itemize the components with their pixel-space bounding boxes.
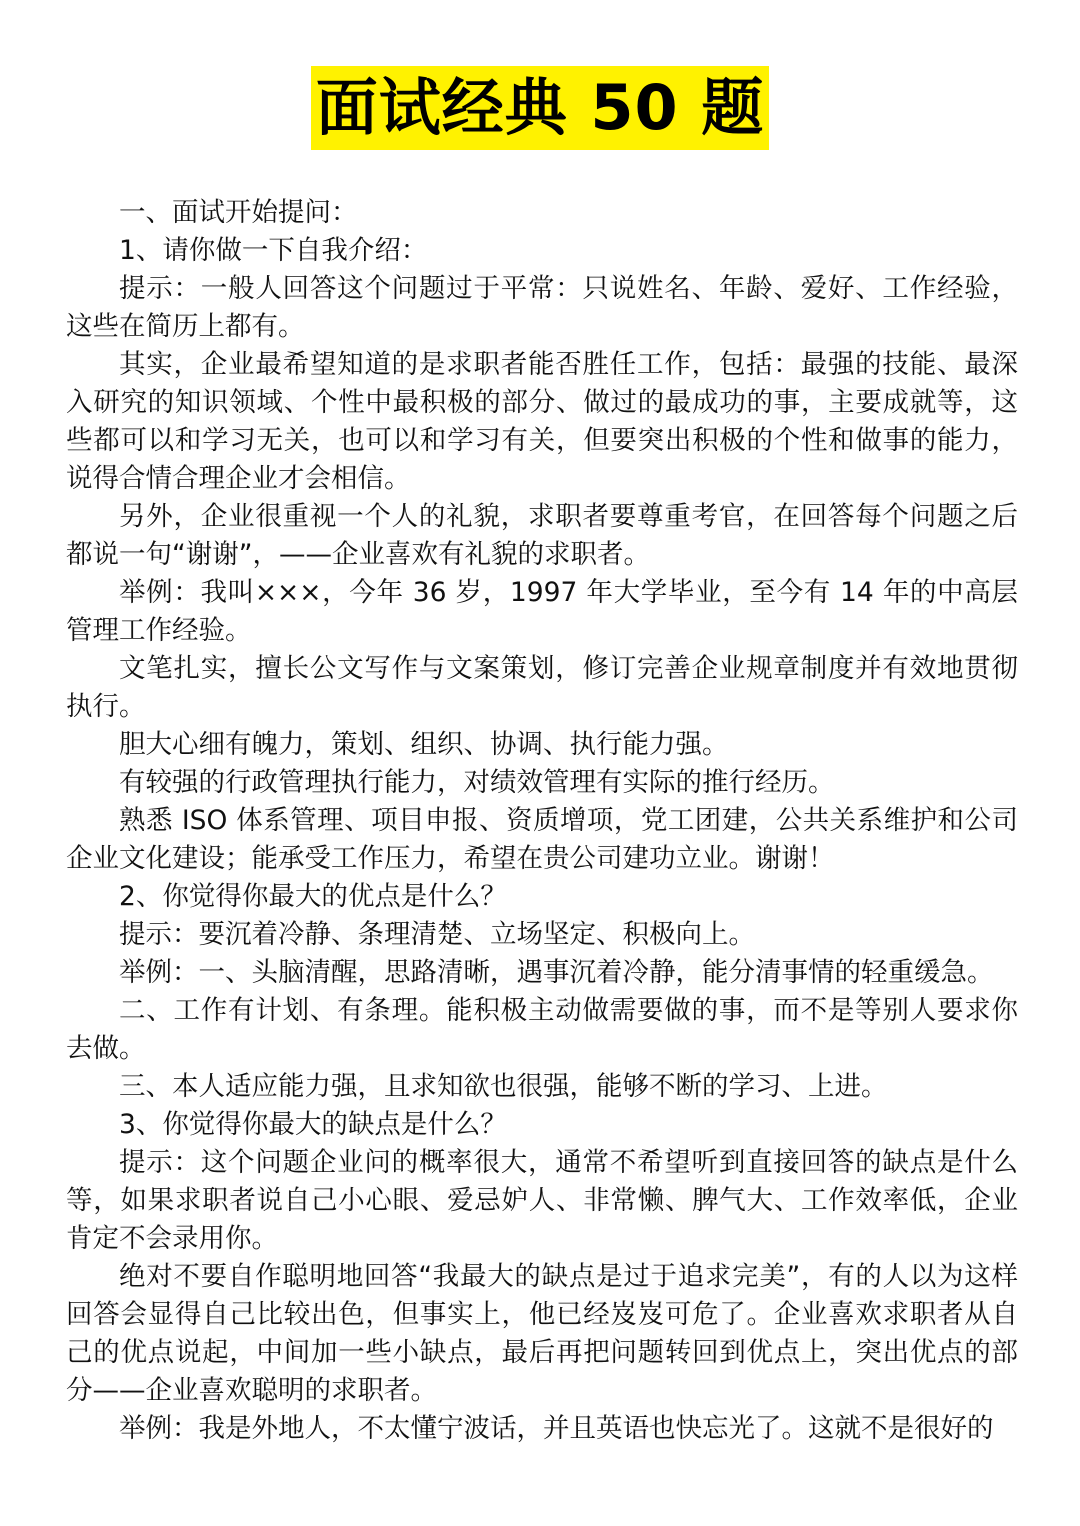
paragraph: 提示：一般人回答这个问题过于平常：只说姓名、年龄、爱好、工作经验，这些在简历上都有。 [66, 273, 1018, 342]
paragraph: 有较强的行政管理执行能力，对绩效管理有实际的推行经历。 [119, 767, 835, 798]
paragraph: 三、本人适应能力强，且求知欲也很强，能够不断的学习、上进。 [119, 1071, 888, 1102]
paragraph: 举例：我叫×××，今年 36 岁，1997 年大学毕业，至今有 14 年的中高层管理工作经验。 [66, 577, 1018, 646]
document-body [66, 194, 1018, 1448]
paragraph: 二、工作有计划、有条理。能积极主动做需要做的事，而不是等别人要求你去做。 [66, 995, 1018, 1064]
paragraph: 提示：这个问题企业问的概率很大，通常不希望听到直接回答的缺点是什么等，如果求职者说自己小心眼、爱忌妒人、非常懒、脾气大、工作效率低，企业肯定不会录用你。 [66, 1147, 1018, 1254]
paragraph: 举例：我是外地人，不太懂宁波话，并且英语也快忘光了。这就不是很好的 [119, 1413, 994, 1444]
title-container [0, 66, 1080, 150]
paragraph: 文笔扎实，擅长公文写作与文案策划，修订完善企业规章制度并有效地贯彻执行。 [66, 653, 1018, 722]
paragraph: 绝对不要自作聪明地回答“我最大的缺点是过于追求完美”，有的人以为这样回答会显得自己比较出色，但事实上，他已经岌岌可危了。企业喜欢求职者从自己的优点说起，中间加一些小缺点，最后再把问题转回到优点上，突出优点的部分——企业喜欢聪明的求职者。 [66, 1261, 1018, 1406]
page-title: 面试经典 50 题 [311, 66, 769, 150]
paragraph: 举例：一、头脑清醒，思路清晰，遇事沉着冷静，能分清事情的轻重缓急。 [119, 957, 994, 988]
question-heading: 2、你觉得你最大的优点是什么？ [119, 881, 507, 912]
section-heading: 一、面试开始提问： [119, 197, 358, 228]
question-heading: 1、请你做一下自我介绍： [119, 235, 428, 266]
paragraph: 另外，企业很重视一个人的礼貌，求职者要尊重考官，在回答每个问题之后都说一句“谢谢”，——企业喜欢有礼貌的求职者。 [66, 501, 1018, 570]
paragraph: 熟悉 ISO 体系管理、项目申报、资质增项，党工团建，公共关系维护和公司企业文化建设；能承受工作压力，希望在贵公司建功立业。谢谢！ [66, 805, 1018, 874]
paragraph: 其实，企业最希望知道的是求职者能否胜任工作，包括：最强的技能、最深入研究的知识领域、个性中最积极的部分、做过的最成功的事，主要成就等，这些都可以和学习无关，也可以和学习有关，但要突出积极的个性和做事的能力，说得合情合理企业才会相信。 [66, 349, 1018, 494]
paragraph: 提示：要沉着冷静、条理清楚、立场坚定、积极向上。 [119, 919, 755, 950]
paragraph: 胆大心细有魄力，策划、组织、协调、执行能力强。 [119, 729, 729, 760]
question-heading: 3、你觉得你最大的缺点是什么？ [119, 1109, 507, 1140]
